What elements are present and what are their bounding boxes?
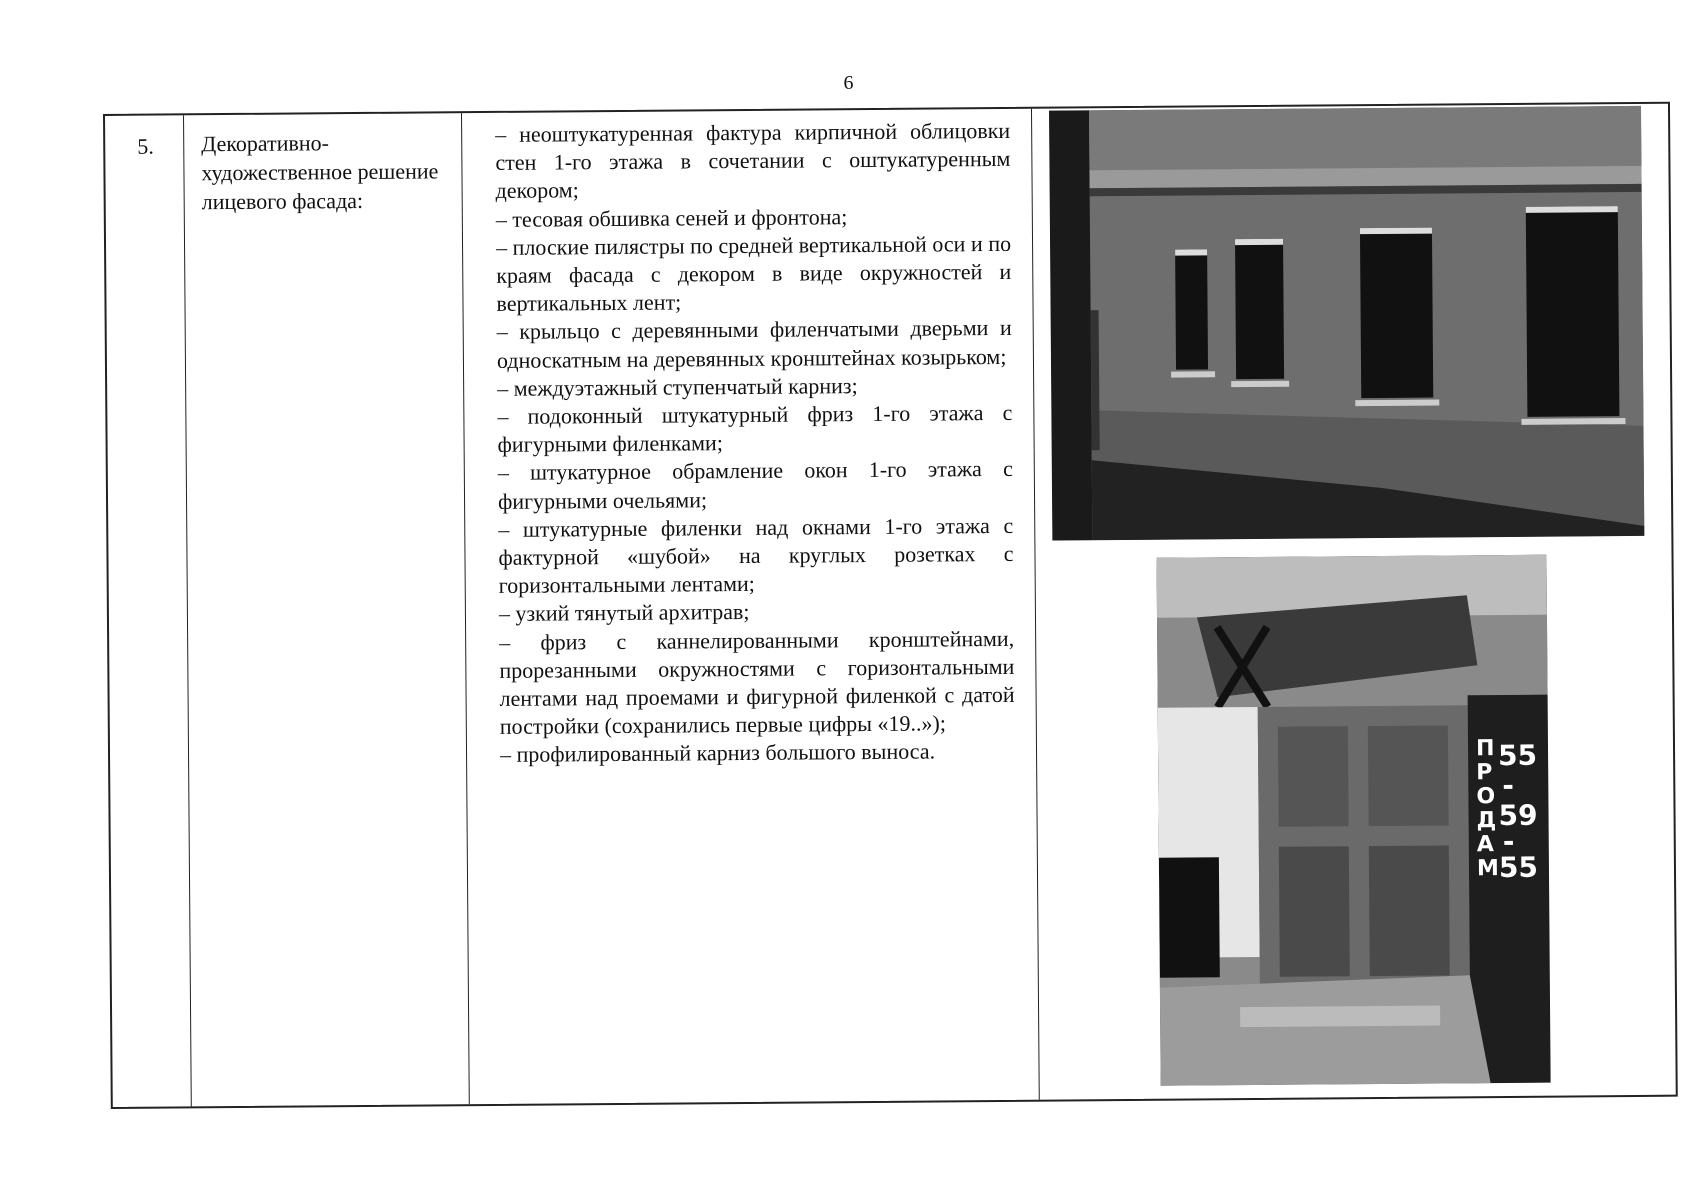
sign-letter: О [1476,784,1496,810]
feature-item: – неоштукатуренная фактура кирпичной облицовки стен 1-го этажа в сочетании с оштукатуренным декором; [495,117,1011,204]
sign-digits: - [1502,824,1515,859]
row-number: 5. [137,133,154,159]
sign-letter: М [1476,856,1499,882]
porch-photo-drawing [1157,555,1551,1086]
feature-item: – штукатурное обрамление окон 1-го этажа с фигурными очельями; [497,456,1013,514]
feature-item: – штукатурные филенки над окнами 1-го этажа с фактурной «шубой» на круглых розетках с горизонтальными лентами; [498,512,1014,599]
row-label: Декоративно-художественное решение лицевого фасада: [201,130,439,215]
feature-item: – подоконный штукатурный фриз 1-го этажа с фигурными филенками; [497,399,1013,458]
sign-digits: 55 [1497,738,1538,773]
sign-digits: 59 [1498,798,1538,833]
feature-item: – междуэтажный ступенчатый карниз; [497,372,858,401]
feature-item: – узкий тянутый архитрав; [498,599,750,627]
feature-list [495,117,1015,770]
column-divider [183,115,192,1106]
sign-letter: П [1475,736,1495,762]
sign-digits: - [1502,768,1515,803]
facade-photo-drawing [1049,106,1644,541]
feature-item: – крыльцо с деревянными филенчатыми дверьми и односкатным на деревянных кронштейнах козырьком; [496,315,1012,373]
feature-item: – тесовая обшивка сеней и фронтона; [495,203,848,232]
sign-letter: Д [1476,808,1497,834]
facade-photo [1049,106,1644,541]
sign-letter: Р [1476,760,1493,786]
feature-item: – профилированный карниз большого выноса. [499,738,936,768]
heritage-table [103,102,1678,1109]
feature-item: – фриз с каннелированными кронштейнами, прорезанными окружностями с горизонтальными лентами над проемами и фигурной филенкой с датой постройки (сохранились первые цифры «19..»); [499,625,1015,740]
sign-digits: 55 [1498,850,1539,885]
porch-photo [1157,555,1551,1086]
column-divider [1031,109,1040,1100]
feature-item: – плоские пилястры по средней вертикальной оси и по краям фасада с декором в виде окружностей и вертикальных лент; [495,230,1012,317]
sign-letter: А [1476,832,1494,858]
column-divider [461,113,470,1104]
page-number: 6 [843,72,854,94]
